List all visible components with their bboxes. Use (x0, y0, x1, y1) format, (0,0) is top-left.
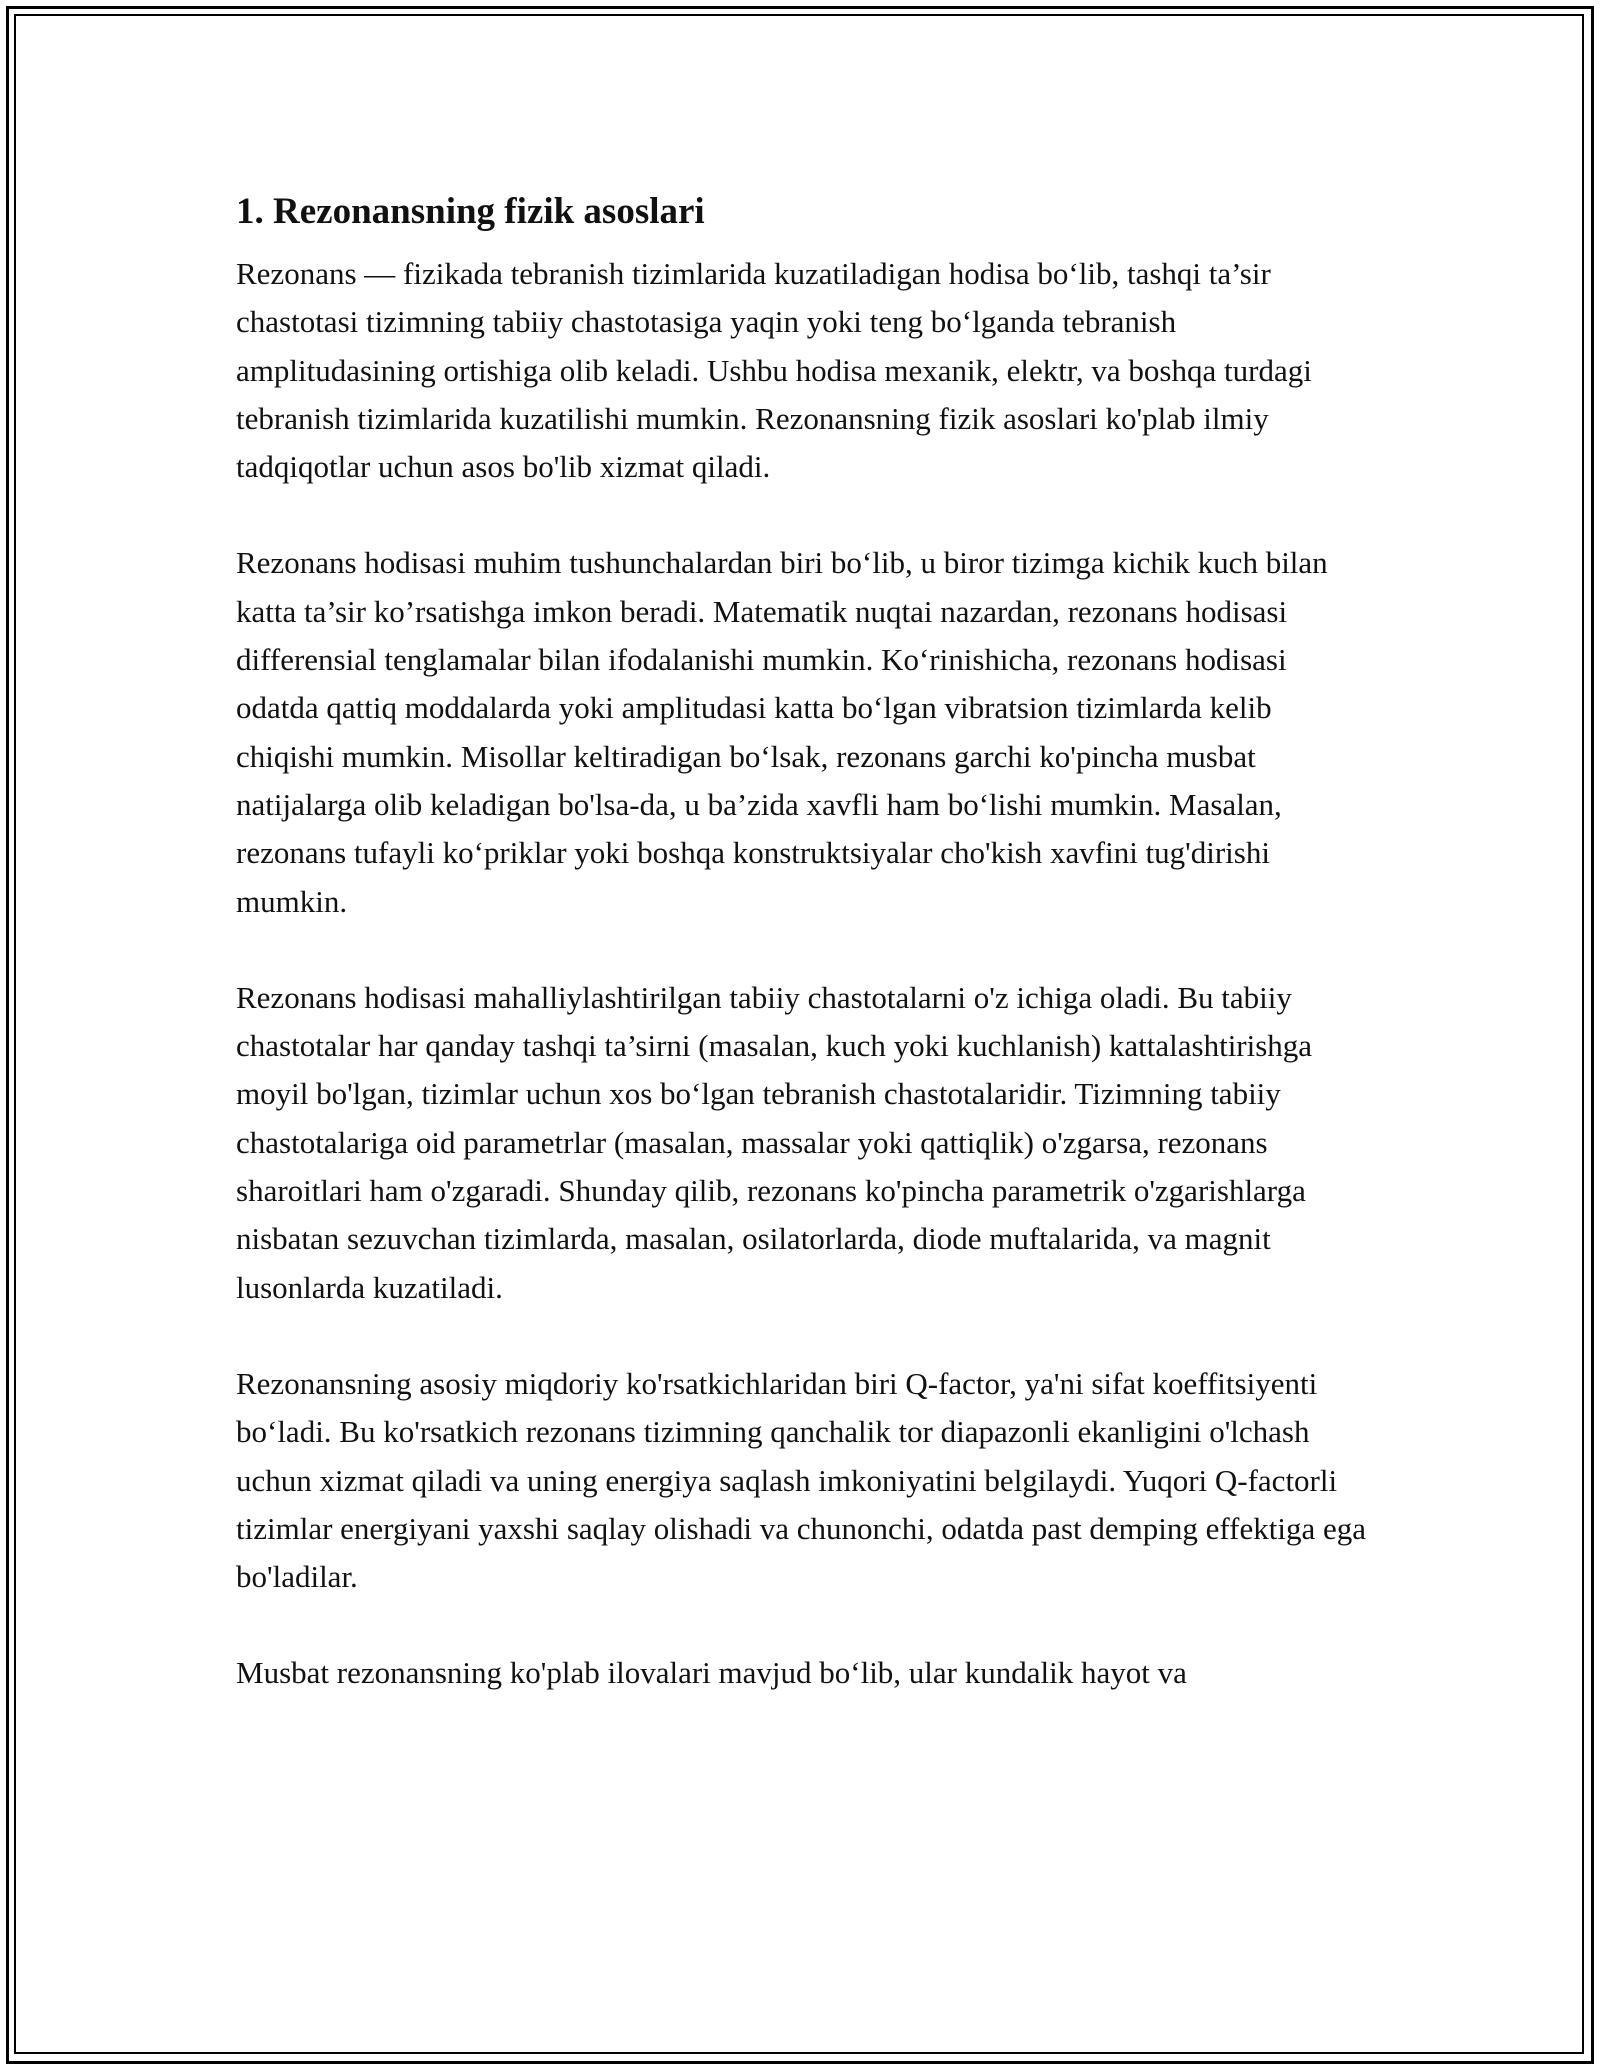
section-heading: 1. Rezonansning fizik asoslari (236, 191, 705, 232)
paragraph-3: Rezonans hodisasi mahalliylashtirilgan tabiiy chastotalarni o'z ichiga oladi. Bu tabiiy chastotalar har qanday tashqi ta’sirni (masalan, kuch yoki kuchlanish) kattalashtirishga moyil bo'lgan, tizimlar uchun xos bo‘lgan tebranish chastotalaridir. Tizimning tabiiy chastotalariga oid parametrlar (masalan, massalar yoki qattiqlik) o'zgarsa, rezonans sharoitlari ham o'zgaradi. Shunday qilib, rezonans ko'pincha parametrik o'zgarishlarga nisbatan sezuvchan tizimlarda, masalan, osilatorlarda, diode muftalarida, va magnit lusonlarda kuzatiladi. (236, 979, 1313, 1305)
paragraph-5: Musbat rezonansning ko'plab ilovalari mavjud bo‘lib, ular kundalik hayot va (236, 1655, 1187, 1691)
paragraph-1: Rezonans — fizikada tebranish tizimlarida kuzatiladigan hodisa bo‘lib, tashqi ta’sir chastotasi tizimning tabiiy chastotasiga yaqin yoki teng bo‘lganda tebranish amplitudasining ortishiga olib keladi. Ushbu hodisa mexanik, elektr, va boshqa turdagi tebranish tizimlarida kuzatilishi mumkin. Rezonansning fizik asoslari ko'plab ilmiy tadqiqotlar uchun asos bo'lib xizmat qiladi. (236, 256, 1312, 485)
paragraph-4: Rezonansning asosiy miqdoriy ko'rsatkichlaridan biri Q-factor, ya'ni sifat koeffitsiyenti bo‘ladi. Bu ko'rsatkich rezonans tizimning qanchalik tor diapazonli ekanligini o'lchash uchun xizmat qiladi va uning energiya saqlash imkoniyatini belgilaydi. Yuqori Q-factorli tizimlar energiyani yaxshi saqlay olishadi va chunonchi, odatda past demping effektiga ega bo'ladilar. (236, 1365, 1367, 1595)
paragraph-2: Rezonans hodisasi muhim tushunchalardan biri bo‘lib, u biror tizimga kichik kuch bilan katta ta’sir ko’rsatishga imkon beradi. Matematik nuqtai nazardan, rezonans hodisasi differensial tenglamalar bilan ifodalanishi mumkin. Ko‘rinishicha, rezonans hodisasi odatda qattiq moddalarda yoki amplitudasi katta bo‘lgan vibratsion tizimlarda kelib chiqishi mumkin. Misollar keltiradigan bo‘lsak, rezonans garchi ko'pincha musbat natijalarga olib keladigan bo'lsa-da, u ba’zida xavfli ham bo‘lishi mumkin. Masalan, rezonans tufayli ko‘priklar yoki boshqa konstruktsiyalar cho'kish xavfini tug'dirishi mumkin. (236, 545, 1328, 919)
document-body (236, 188, 1376, 1746)
